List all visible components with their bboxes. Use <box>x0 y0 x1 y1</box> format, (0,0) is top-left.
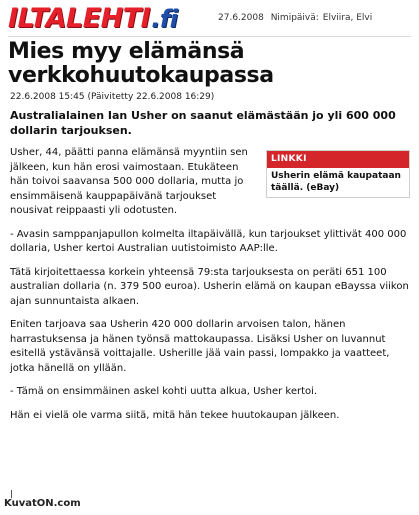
article-paragraph-2: - Avasin samppanjapullon kolmelta iltapäivällä, kun tarjoukset ylittivät 400 000 dollaria, Usher kertoi Australian uutistoimisto AAP:lle. <box>10 228 407 254</box>
site-logo[interactable] <box>8 2 178 36</box>
article-dateline: 22.6.2008 15:45 (Päivitetty 22.6.2008 16:29) <box>10 92 215 102</box>
article-paragraph-3: Tätä kirjoitettaessa korkein yhteensä 79:sta tarjouksesta on peräti 651 100 australian dollaria (n. 379 500 euroa). Usherin elämä on kaupan eBayssa viikon ajan sunnuntaista alkaen. <box>10 266 409 307</box>
article-lead: Australialainen Ian Usher on saanut elämästään jo yli 600 000 dollarin tarjouksen. <box>10 109 396 137</box>
article-paragraph-4: Eniten tarjoava saa Usherin 420 000 dollarin arvoisen talon, hänen harrastuksensa ja hänen työnsä mattokaupassa. Lisäksi Usher on luvannut esitellä ystävänsä voittajalle. Usherille jää vain passi, lompakko ja vaatteet, jotka hänellä on yllään. <box>10 319 390 374</box>
date-nameday-line <box>218 13 376 23</box>
article-paragraph-1: Usher, 44, päätti panna elämänsä myyntiin sen jälkeen, kun hän erosi vaimostaan. Etukäteen hän toivoi saavansa 500 000 dollaria, mutta jo ensimmäisenä kauppapäivänä tarjoukset nousivat reippaasti yli odotusten. <box>10 147 248 216</box>
logo-main-text: ILTALEHTI <box>8 3 151 34</box>
nameday-label: Nimipäivä: <box>270 13 319 23</box>
ebay-link[interactable]: Usherin elämä kaupataan täällä. (eBay) <box>271 170 401 193</box>
watermark-text: KuvatON.com <box>4 498 81 509</box>
logo-tld-text: .fi <box>151 5 178 33</box>
article-title: Mies myy elämänsä verkkohuutokaupassa <box>8 39 274 88</box>
nameday-names: Elviira, Elvi <box>322 13 373 23</box>
infobox-title: LINKKI <box>267 151 409 168</box>
current-date: 27.6.2008 <box>218 13 264 23</box>
site-header <box>0 0 419 40</box>
article-body <box>10 146 410 432</box>
article-paragraph-6: Hän ei vielä ole varma siitä, mitä hän tekee huutokaupan jälkeen. <box>10 409 340 421</box>
link-infobox <box>266 150 410 198</box>
article-paragraph-5: - Tämä on ensimmäinen askel kohti uutta alkua, Usher kertoi. <box>10 386 318 397</box>
header-divider <box>8 36 411 37</box>
